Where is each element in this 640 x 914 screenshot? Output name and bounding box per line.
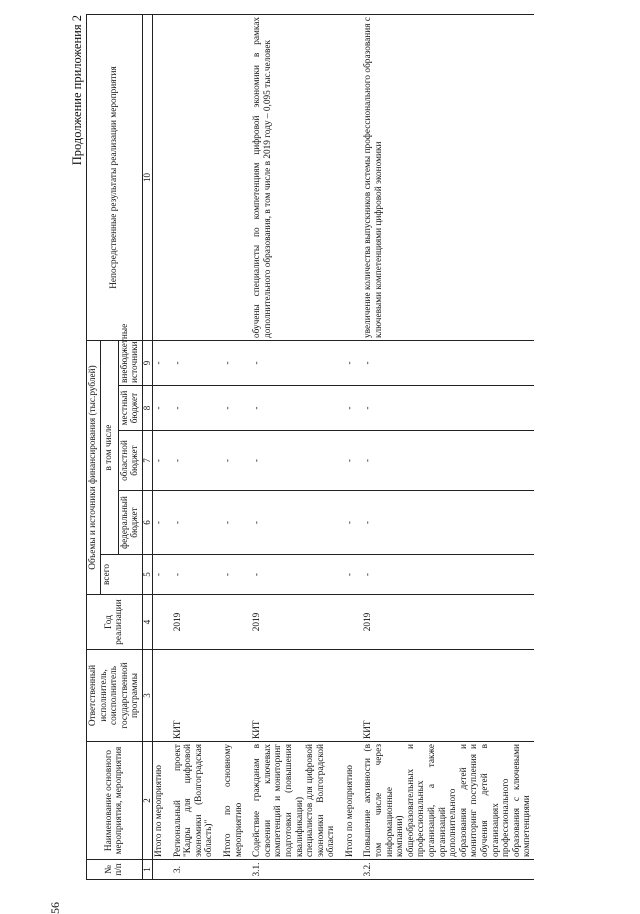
row-regional: -	[362, 431, 534, 491]
row-extrabudget: -	[344, 340, 357, 385]
row-number: 3.2.	[362, 860, 534, 880]
row-regional: -	[172, 431, 216, 491]
column-number: 1	[142, 860, 152, 880]
header-federal: федеральный бюджет	[118, 491, 142, 555]
row-extrabudget: -	[152, 340, 165, 385]
row-year: 2019	[362, 595, 534, 650]
table-row	[172, 14, 216, 879]
row-number	[152, 860, 165, 880]
row-local: -	[251, 386, 338, 431]
row-results: обучены специалисты по компетенциям цифровой экономики в рамках дополнительного образования, в том числе в 2019 году – 0,095 тыс.человек	[251, 14, 338, 340]
column-number: 9	[142, 340, 152, 385]
column-number: 4	[142, 595, 152, 650]
column-number: 3	[142, 650, 152, 742]
header-local: местный бюджет	[118, 386, 142, 431]
row-total: -	[222, 555, 245, 595]
row-name: Итого по мероприятию	[344, 742, 357, 860]
table-row	[222, 14, 245, 879]
column-number: 7	[142, 431, 152, 491]
header-including: в том числе	[100, 340, 118, 554]
rotated-page	[70, 15, 610, 880]
row-executor	[344, 650, 357, 742]
row-federal: -	[172, 491, 216, 555]
header-extrabudget: внебюджетные источники	[118, 340, 142, 385]
row-regional: -	[222, 431, 245, 491]
page-number: 56	[48, 902, 62, 914]
row-number	[222, 860, 245, 880]
row-total: -	[344, 555, 357, 595]
row-executor: КИТ	[251, 650, 338, 742]
row-local: -	[222, 386, 245, 431]
row-number	[344, 860, 357, 880]
row-federal: -	[362, 491, 534, 555]
header-year: Год реализации	[87, 595, 143, 650]
header-num: № п/п	[87, 860, 143, 880]
row-year: 2019	[172, 595, 216, 650]
row-extrabudget: -	[222, 340, 245, 385]
row-federal: -	[344, 491, 357, 555]
header-name: Наименование основного мероприятия, мероприятия	[87, 742, 143, 860]
table-body	[152, 14, 534, 879]
row-local: -	[172, 386, 216, 431]
row-total: -	[152, 555, 165, 595]
row-executor	[222, 650, 245, 742]
header-regional: областной бюджет	[118, 431, 142, 491]
header-results: Непосредственные результаты реализации мероприятия	[87, 14, 143, 340]
row-total: -	[362, 555, 534, 595]
column-number: 2	[142, 742, 152, 860]
table-row	[344, 14, 357, 879]
row-name: Итого по основному мероприятию	[222, 742, 245, 860]
row-regional: -	[251, 431, 338, 491]
row-federal: -	[251, 491, 338, 555]
row-federal: -	[222, 491, 245, 555]
row-results	[152, 14, 165, 340]
table-row	[152, 14, 165, 879]
row-year: 2019	[251, 595, 338, 650]
header-total: всего	[100, 555, 142, 595]
row-year	[222, 595, 245, 650]
appendix-continuation-title: Продолжение приложения 2	[70, 15, 84, 166]
row-results	[172, 14, 216, 340]
row-results	[222, 14, 245, 340]
table-row	[251, 14, 338, 879]
row-number: 3.	[172, 860, 216, 880]
row-total: -	[251, 555, 338, 595]
row-executor: КИТ	[172, 650, 216, 742]
row-regional: -	[152, 431, 165, 491]
row-name: Содействие гражданам в освоении ключевых компетенций и мониторинг подготовки (повышения квалификации) специалистов для цифровой экономики Волгоградской области	[251, 742, 338, 860]
header-executor: Ответственный исполнитель, соисполнитель государственной программы	[87, 650, 143, 742]
funding-table	[86, 14, 534, 880]
column-number: 8	[142, 386, 152, 431]
row-extrabudget: -	[251, 340, 338, 385]
column-number: 5	[142, 555, 152, 595]
row-year	[152, 595, 165, 650]
row-federal: -	[152, 491, 165, 555]
column-number: 10	[142, 14, 152, 340]
row-executor: КИТ	[362, 650, 534, 742]
header-funding: Объемы и источники финансирования (тыс.рублей)	[87, 340, 101, 594]
column-number-row	[142, 14, 152, 879]
row-total: -	[172, 555, 216, 595]
row-number: 3.1.	[251, 860, 338, 880]
row-regional: -	[344, 431, 357, 491]
row-results: увеличение количества выпускников системы профессионального образования с ключевыми компетенциями цифровой экономики	[362, 14, 534, 340]
table-row	[362, 14, 534, 879]
row-year	[344, 595, 357, 650]
row-executor	[152, 650, 165, 742]
column-number: 6	[142, 491, 152, 555]
row-extrabudget: -	[362, 340, 534, 385]
row-local: -	[362, 386, 534, 431]
row-extrabudget: -	[172, 340, 216, 385]
table-header	[87, 14, 153, 879]
row-results	[344, 14, 357, 340]
row-name: Повышение активности (в том числе через информационные компании) общеобразовательных и профессиональных организаций, а также организаций дополнительного образования детей и мониторинг поступления и обучения детей в организациях профессионального образования с ключевыми компетенциями	[362, 742, 534, 860]
row-name: Региональный проект "Кадры для цифровой экономики (Волгоградская область)"	[172, 742, 216, 860]
row-local: -	[344, 386, 357, 431]
row-local: -	[152, 386, 165, 431]
row-name: Итого по мероприятию	[152, 742, 165, 860]
